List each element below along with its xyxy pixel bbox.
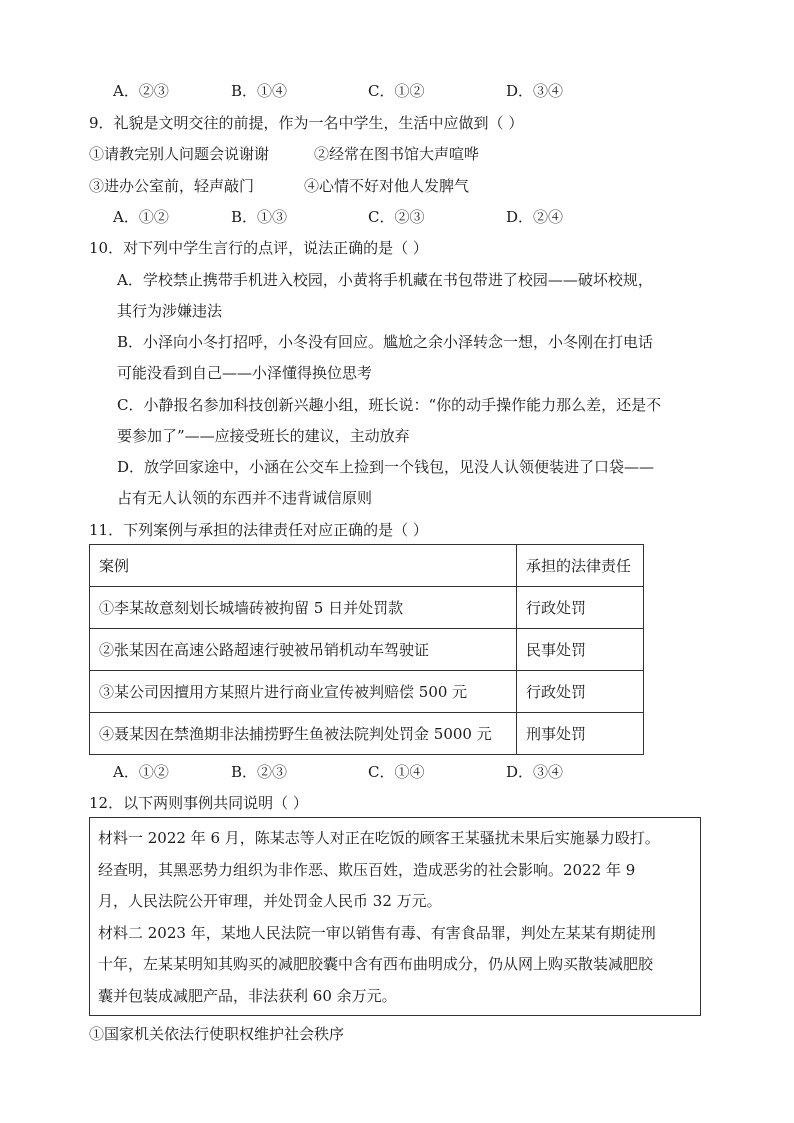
q10-option-a-line-1: A．学校禁止携带手机进入校园，小黄将手机藏在书包带进了校园——破坏校规， [117, 271, 653, 289]
q9-stem: 9．礼貌是文明交往的前提，作为一名中学生，生活中应做到（ ） [89, 114, 524, 132]
q10-option-b-line-1: B．小泽向小冬打招呼，小冬没有回应。尴尬之余小泽转念一想，小冬刚在打电话 [117, 333, 654, 351]
case-cell: ④聂某因在禁渔期非法捕捞野生鱼被法院判处罚金 5000 元 [90, 713, 517, 755]
q9-option-d: D．②④ [506, 208, 564, 226]
q11-stem: 11．下列案例与承担的法律责任对应正确的是（ ） [89, 521, 428, 539]
q10-option-c-line-2: 要参加了”——应接受班长的建议，主动放弃 [117, 427, 410, 445]
q10-option-d-line-2: 占有无人认领的东西并不违背诚信原则 [117, 489, 373, 507]
q12-item-1: ①国家机关依法行使职权维护社会秩序 [89, 1025, 345, 1043]
table-row [90, 629, 644, 671]
q12-material-line: 月，人民法院公开审理，并处罚金人民币 32 万元。 [98, 892, 442, 910]
liability-cell: 刑事处罚 [517, 713, 644, 755]
q8-option-a: A．②③ [113, 82, 169, 100]
q11-option-d: D．③④ [506, 763, 564, 781]
q10-stem: 10．对下列中学生言行的点评，说法正确的是（ ） [89, 239, 428, 257]
liability-cell: 行政处罚 [517, 587, 644, 629]
q9-item-4: ④心情不好对他人发脾气 [304, 177, 470, 195]
q12-material-line: 材料一 2022 年 6 月，陈某志等人对正在吃饭的顾客王某骚扰未果后实施暴力殴打。 [98, 829, 660, 847]
table-row [90, 587, 644, 629]
liability-cell: 民事处罚 [517, 629, 644, 671]
q9-item-1: ①请教完别人问题会说谢谢 [89, 145, 270, 163]
q10-option-d-line-1: D．放学回家途中，小涵在公交车上捡到一个钱包，见没人认领便装进了口袋—— [117, 458, 655, 476]
q9-item-2: ②经常在图书馆大声喧哗 [314, 145, 480, 163]
q11-option-a: A．①② [113, 763, 169, 781]
q12-material-line: 经查明，其黑恶势力组织为非作恶、欺压百姓，造成恶劣的社会影响。2022 年 9 [98, 861, 636, 879]
q10-option-b-line-2: 可能没看到自己——小泽懂得换位思考 [117, 364, 373, 382]
q9-item-3: ③进办公室前，轻声敲门 [89, 177, 255, 195]
q10-option-c-line-1: C．小静报名参加科技创新兴趣小组，班长说：“你的动手操作能力那么差，还是不 [117, 396, 662, 414]
case-cell: ①李某故意刻划长城墙砖被拘留 5 日并处罚款 [90, 587, 517, 629]
table-header-row [90, 545, 644, 587]
header-liability: 承担的法律责任 [517, 545, 644, 587]
q8-option-c: C．①② [368, 82, 425, 100]
q11-case-table [89, 544, 644, 755]
q11-option-c: C．①④ [368, 763, 425, 781]
case-cell: ②张某因在高速公路超速行驶被吊销机动车驾驶证 [90, 629, 517, 671]
q11-option-b: B．②③ [231, 763, 288, 781]
q12-material-line: 十年，左某某明知其购买的减肥胶囊中含有西布曲明成分，仍从网上购买散装减肥胶 [98, 955, 654, 973]
q12-material-line: 囊并包装成减肥产品，非法获利 60 余万元。 [98, 987, 397, 1005]
liability-cell: 行政处罚 [517, 671, 644, 713]
q12-material-line: 材料二 2023 年，某地人民法院一审以销售有毒、有害食品罪，判处左某某有期徒刑 [98, 924, 656, 942]
q12-stem: 12．以下两则事例共同说明（ ） [89, 794, 308, 812]
table-row [90, 713, 644, 755]
q9-option-a: A．①② [113, 208, 169, 226]
header-case: 案例 [90, 545, 517, 587]
table-row [90, 671, 644, 713]
q8-option-b: B．①④ [231, 82, 288, 100]
q8-option-d: D．③④ [506, 82, 564, 100]
q9-option-b: B．①③ [231, 208, 288, 226]
q9-option-c: C．②③ [368, 208, 425, 226]
case-cell: ③某公司因擅用方某照片进行商业宣传被判赔偿 500 元 [90, 671, 517, 713]
q10-option-a-line-2: 其行为涉嫌违法 [117, 302, 223, 320]
